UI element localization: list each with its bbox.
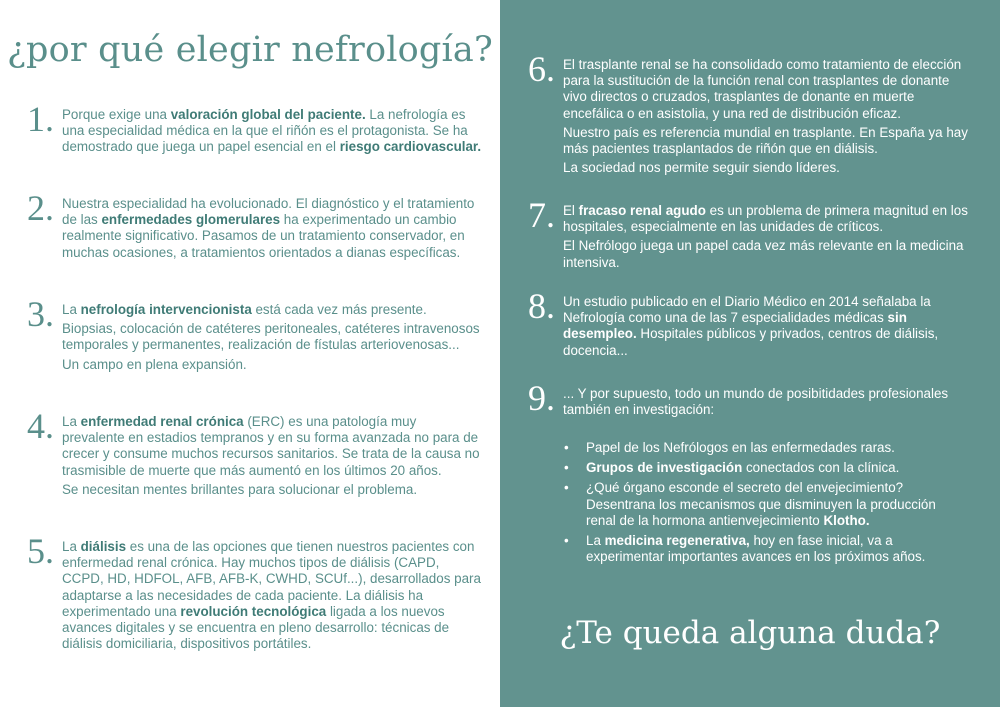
- text-run: Porque exige una: [62, 107, 171, 122]
- paragraph: [563, 386, 968, 418]
- emphasis-text: riesgo cardiovascular.: [339, 139, 482, 155]
- text-run: ligada a los nuevos avances digitales y se encuentra en pleno desarrollo: técnicas de diálisis domiciliaria, dispositivos portátiles.: [62, 603, 450, 652]
- paragraph: [62, 302, 482, 318]
- closing-question: ¿Te queda alguna duda?: [559, 615, 941, 651]
- reason-number: 1.: [27, 99, 54, 139]
- text-run: Biopsias, colocación de catéteres peritoneales, catéteres intravenosos temporales y permanentes, realización de fístulas arteriovenosas...: [62, 321, 480, 353]
- bullet-icon: •: [564, 480, 569, 496]
- paragraph: [563, 294, 968, 359]
- text-run: Se necesitan mentes brillantes para solucionar el problema.: [62, 481, 418, 497]
- text-run: La: [62, 539, 81, 554]
- page-title: ¿por qué elegir nefrología?: [7, 30, 493, 70]
- paragraph: [62, 482, 482, 498]
- reason-text: [62, 539, 482, 655]
- text-run: Un estudio publicado en el Diario Médico en 2014 señalaba la Nefrología como una de las 7 especialidades médicas: [563, 294, 931, 326]
- list-item: [564, 533, 959, 565]
- text-run: es una de las opciones que tienen nuestros pacientes con enfermedad renal crónica. Hay muchos tipos de diálisis (CAPD, CCPD, HD, HDFOL, AFB, AFB-K, CWHD, SCUf...), desarrollados para adaptarse a las necesidades de cada paciente. La diálisis ha experimentado una: [62, 539, 481, 619]
- bullet-text: [586, 480, 936, 527]
- text-run: Nuestra especialidad ha evolucionado. El diagnóstico y el tratamiento de las: [62, 196, 475, 228]
- text-run: Hospitales públicos y privados, centros de diálisis, docencia...: [563, 326, 939, 358]
- text-run: La: [62, 414, 81, 429]
- emphasis-text: enfermedad renal crónica: [80, 414, 244, 429]
- bullet-text: [586, 533, 925, 564]
- reason-text: [62, 196, 482, 264]
- right-panel: [500, 0, 1000, 707]
- emphasis-text: revolución tecnológica: [180, 603, 327, 619]
- emphasis-text: Klotho.: [823, 512, 870, 528]
- reason-number: 3.: [27, 294, 54, 334]
- text-run: La: [62, 302, 81, 317]
- paragraph: [563, 203, 968, 235]
- text-run: ¿Qué órgano esconde el secreto del envejecimiento? Desentrana los mecanismos que disminuyen la producción renal de la hormona antienvejecimiento: [586, 480, 936, 528]
- text-run: La sociedad nos permite seguir siendo líderes.: [563, 160, 840, 176]
- paragraph: [563, 125, 968, 157]
- paragraph: [563, 57, 968, 122]
- bullet-icon: •: [564, 440, 569, 455]
- emphasis-text: diálisis: [80, 539, 127, 554]
- bullet-icon: •: [564, 533, 569, 549]
- text-run: hoy en fase inicial, va a experimentar importantes avances en los próximos años.: [586, 533, 926, 565]
- reason-text: [62, 302, 482, 376]
- paragraph: [563, 160, 968, 176]
- text-run: La nefrología es una especialidad médica en la que el riñón es el protagonista. Se ha demostrado que juega un papel esencial en el: [62, 107, 468, 155]
- text-run: La: [586, 533, 605, 549]
- bullet-text: [586, 440, 895, 455]
- emphasis-text: nefrología intervencionista: [80, 302, 252, 317]
- reason-number: 8.: [528, 286, 555, 326]
- reason-number: 6.: [528, 49, 555, 89]
- paragraph: [62, 321, 482, 353]
- text-run: El Nefrólogo juega un papel cada vez más relevante en la medicina intensiva.: [563, 238, 964, 270]
- text-run: ... Y por supuesto, todo un mundo de posibitidades profesionales también en investigación:: [563, 386, 949, 418]
- reason-text: [563, 294, 968, 362]
- paragraph: [62, 357, 482, 373]
- text-run: Papel de los Nefrólogos en las enfermedades raras.: [586, 440, 895, 455]
- reason-text: [563, 386, 968, 421]
- reason-text: [62, 107, 482, 159]
- emphasis-text: sin desempleo.: [563, 310, 907, 342]
- reason-text: [563, 203, 968, 274]
- bullet-icon: •: [564, 460, 569, 476]
- text-run: (ERC) es una patología muy prevalente en estadios tempranos y en su forma avanzada no para de crecer y consume muchos recursos sanitarios. Se trata de la causa no trasmisible de muerte que más aumentó en los últimos 20 años.: [62, 414, 480, 478]
- text-run: Nuestro país es referencia mundial en trasplante. En España ya hay más pacientes trasplantados de riñón que en diálisis.: [563, 124, 968, 157]
- text-run: Un campo en plena expansión.: [62, 356, 247, 372]
- paragraph: [563, 238, 968, 270]
- emphasis-text: valoración global del paciente.: [170, 107, 366, 122]
- list-item: [564, 440, 959, 456]
- emphasis-text: medicina regenerativa,: [604, 533, 750, 549]
- bullet-text: [586, 460, 899, 475]
- reason-number: 2.: [27, 188, 54, 228]
- reason-number: 4.: [27, 406, 54, 446]
- text-run: ha experimentado un cambio realmente significativo. Pasamos de un tratamiento conservador, en muchas ocasiones, a tratamientos orientados a dianas específicas.: [62, 212, 465, 260]
- reason-text: [62, 414, 482, 501]
- emphasis-text: enfermedades glomerulares: [101, 212, 281, 228]
- reason-number: 9.: [528, 378, 555, 418]
- reason-text: [563, 57, 968, 179]
- research-bullet-list: [564, 440, 959, 569]
- text-run: es un problema de primera magnitud en los hospitales, especialmente en las unidades de críticos.: [563, 203, 968, 235]
- text-run: El: [563, 203, 579, 218]
- paragraph: [62, 107, 482, 156]
- paragraph: [62, 539, 482, 652]
- text-run: El trasplante renal se ha consolidado como tratamiento de elección para la sustitución de la función renal con trasplantes de donante vivo directos o cruzados, trasplantes de donante en muerte encefálica o en asistolia, y una red de distribución eficaz.: [563, 57, 962, 121]
- text-run: está cada vez más presente.: [251, 302, 427, 317]
- paragraph: [62, 196, 482, 261]
- paragraph: [62, 414, 482, 479]
- emphasis-text: fracaso renal agudo: [578, 203, 706, 218]
- text-run: conectados con la clínica.: [742, 460, 900, 476]
- list-item: [564, 480, 959, 529]
- list-item: [564, 460, 959, 476]
- reason-number: 7.: [528, 195, 555, 235]
- emphasis-text: Grupos de investigación: [586, 460, 743, 476]
- reason-number: 5.: [27, 531, 54, 571]
